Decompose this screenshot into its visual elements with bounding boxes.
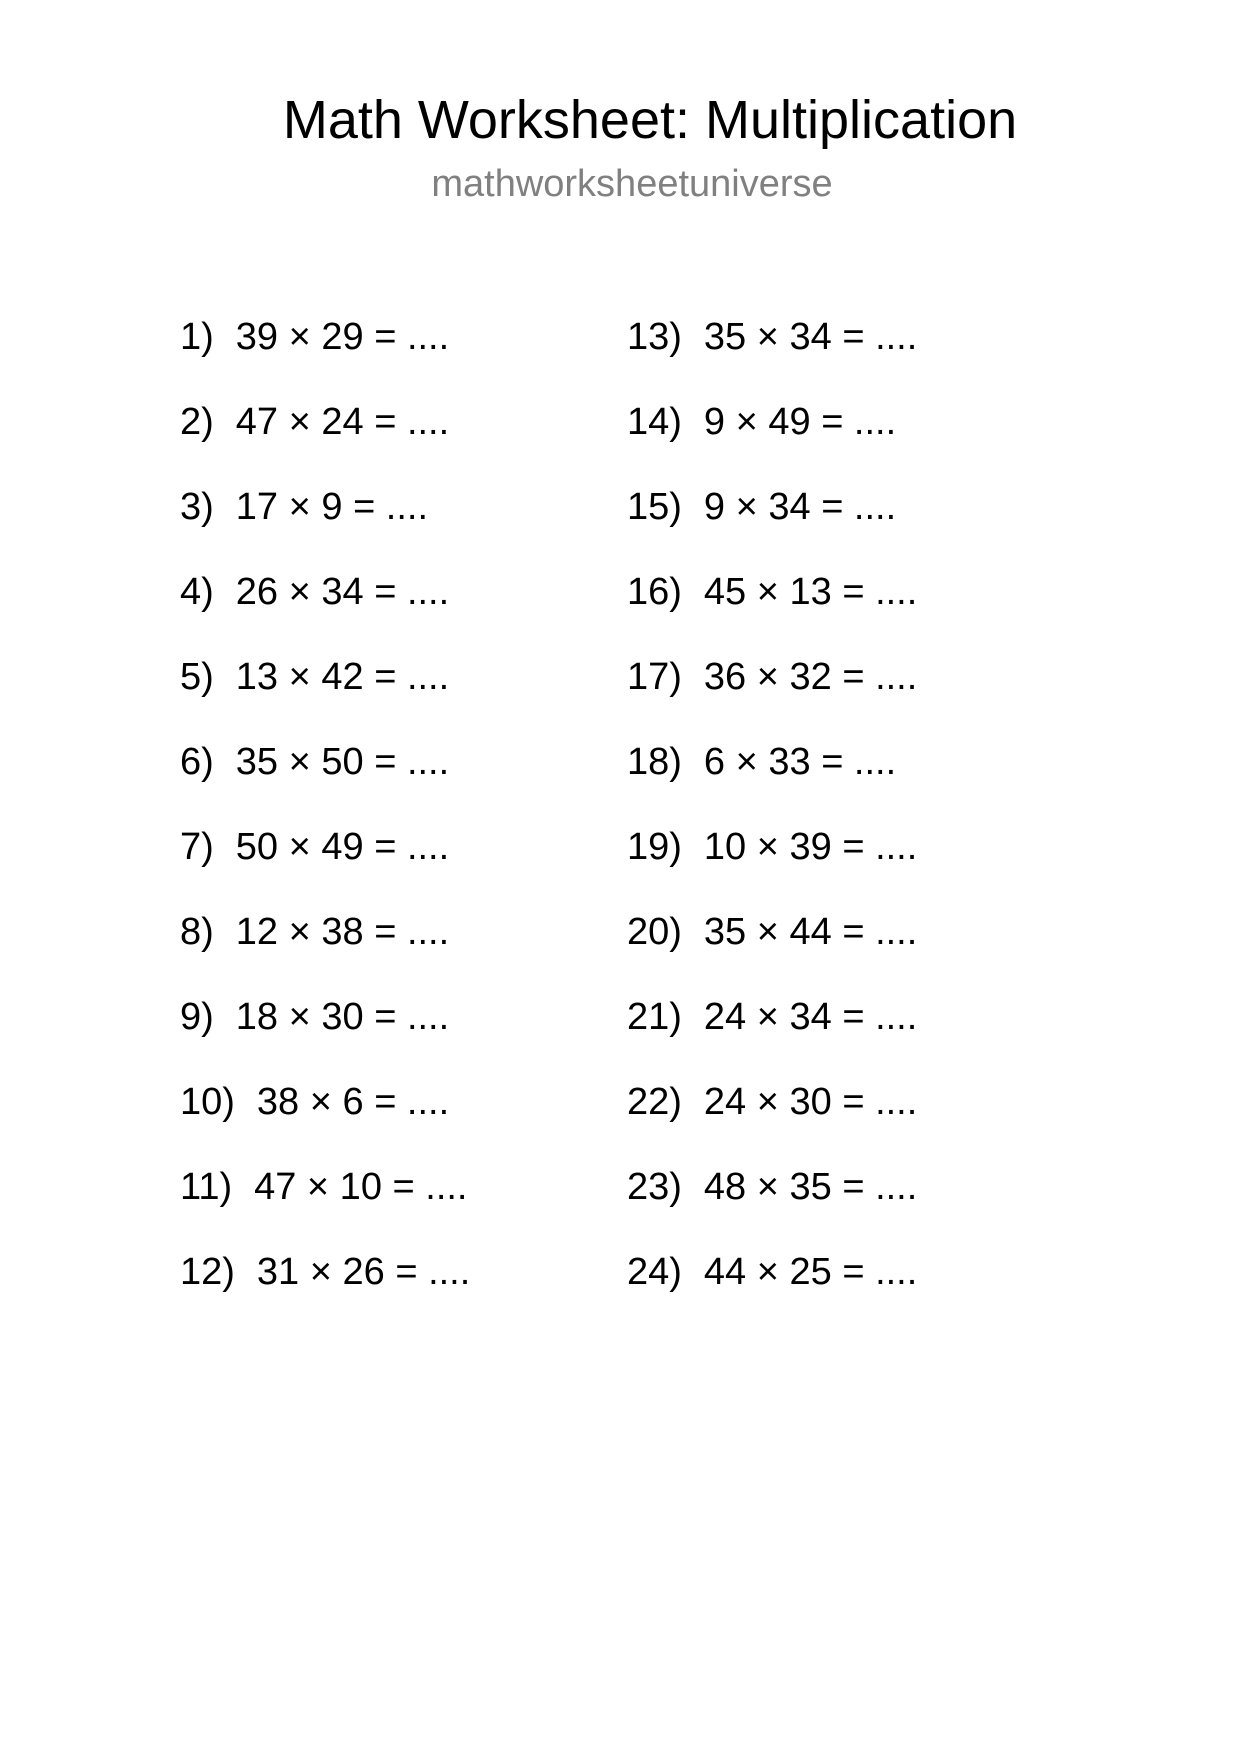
problem-number: 16) (627, 571, 682, 613)
problem-item (180, 652, 470, 737)
problem-expression: 35 × 44 = .... (703, 911, 918, 953)
problem-item (627, 652, 917, 737)
problem-item (627, 312, 917, 397)
problem-item (180, 737, 470, 822)
problem-number: 11) (180, 1166, 233, 1208)
problem-expression: 48 × 35 = .... (703, 1166, 918, 1208)
problem-number: 4) (180, 571, 214, 613)
worksheet-title: Math Worksheet: Multiplication (282, 90, 1018, 150)
problem-number: 19) (627, 826, 682, 868)
problem-number: 15) (627, 486, 682, 528)
problem-number: 8) (180, 911, 214, 953)
problem-expression: 17 × 9 = .... (235, 486, 429, 528)
problem-expression: 47 × 10 = .... (254, 1166, 468, 1208)
problem-number: 1) (180, 316, 214, 358)
problem-item (180, 1077, 470, 1162)
problem-item (627, 482, 917, 567)
problem-number: 13) (627, 316, 682, 358)
problem-item (627, 822, 917, 907)
problem-number: 9) (180, 996, 214, 1038)
problem-item (627, 907, 917, 992)
problems-column-left (180, 312, 470, 1332)
problem-expression: 6 × 33 = .... (703, 741, 897, 783)
problem-expression: 13 × 42 = .... (235, 656, 450, 698)
problem-item (627, 1162, 917, 1247)
problem-expression: 10 × 39 = .... (703, 826, 918, 868)
problem-number: 6) (180, 741, 214, 783)
problem-item (180, 822, 470, 907)
problem-number: 20) (627, 911, 682, 953)
problem-number: 23) (627, 1166, 682, 1208)
problem-item (180, 482, 470, 567)
problem-expression: 44 × 25 = .... (703, 1251, 918, 1293)
problem-expression: 18 × 30 = .... (235, 996, 450, 1038)
problem-number: 14) (627, 401, 682, 443)
problem-item (180, 992, 470, 1077)
problem-item (627, 1247, 917, 1332)
problem-expression: 39 × 29 = .... (235, 316, 450, 358)
problem-item (180, 312, 470, 397)
problem-number: 7) (180, 826, 214, 868)
problems-column-right (627, 312, 917, 1332)
problem-expression: 38 × 6 = .... (256, 1081, 450, 1123)
problem-expression: 24 × 30 = .... (703, 1081, 918, 1123)
problem-item (627, 567, 917, 652)
problem-number: 17) (627, 656, 682, 698)
problem-expression: 31 × 26 = .... (256, 1251, 471, 1293)
problem-number: 24) (627, 1251, 682, 1293)
problem-expression: 35 × 34 = .... (703, 316, 918, 358)
problem-number: 2) (180, 401, 214, 443)
problem-expression: 26 × 34 = .... (235, 571, 450, 613)
worksheet-source: mathworksheetuniverse (431, 163, 833, 205)
problem-item (180, 567, 470, 652)
problem-item (627, 1077, 917, 1162)
problem-expression: 47 × 24 = .... (235, 401, 450, 443)
problem-number: 3) (180, 486, 214, 528)
problem-expression: 24 × 34 = .... (703, 996, 918, 1038)
problem-item (180, 397, 470, 482)
problem-item (180, 1247, 470, 1332)
problem-number: 12) (180, 1251, 235, 1293)
problem-number: 18) (627, 741, 682, 783)
problem-item (180, 1162, 470, 1247)
problem-item (627, 992, 917, 1077)
problem-expression: 45 × 13 = .... (703, 571, 918, 613)
problem-item (180, 907, 470, 992)
problem-expression: 36 × 32 = .... (703, 656, 918, 698)
problem-expression: 35 × 50 = .... (235, 741, 450, 783)
problem-expression: 9 × 49 = .... (703, 401, 897, 443)
problem-number: 5) (180, 656, 214, 698)
problem-item (627, 397, 917, 482)
problem-number: 21) (627, 996, 682, 1038)
problem-expression: 12 × 38 = .... (235, 911, 450, 953)
problem-expression: 50 × 49 = .... (235, 826, 450, 868)
problem-item (627, 737, 917, 822)
problem-expression: 9 × 34 = .... (703, 486, 897, 528)
problem-number: 10) (180, 1081, 235, 1123)
problem-number: 22) (627, 1081, 682, 1123)
